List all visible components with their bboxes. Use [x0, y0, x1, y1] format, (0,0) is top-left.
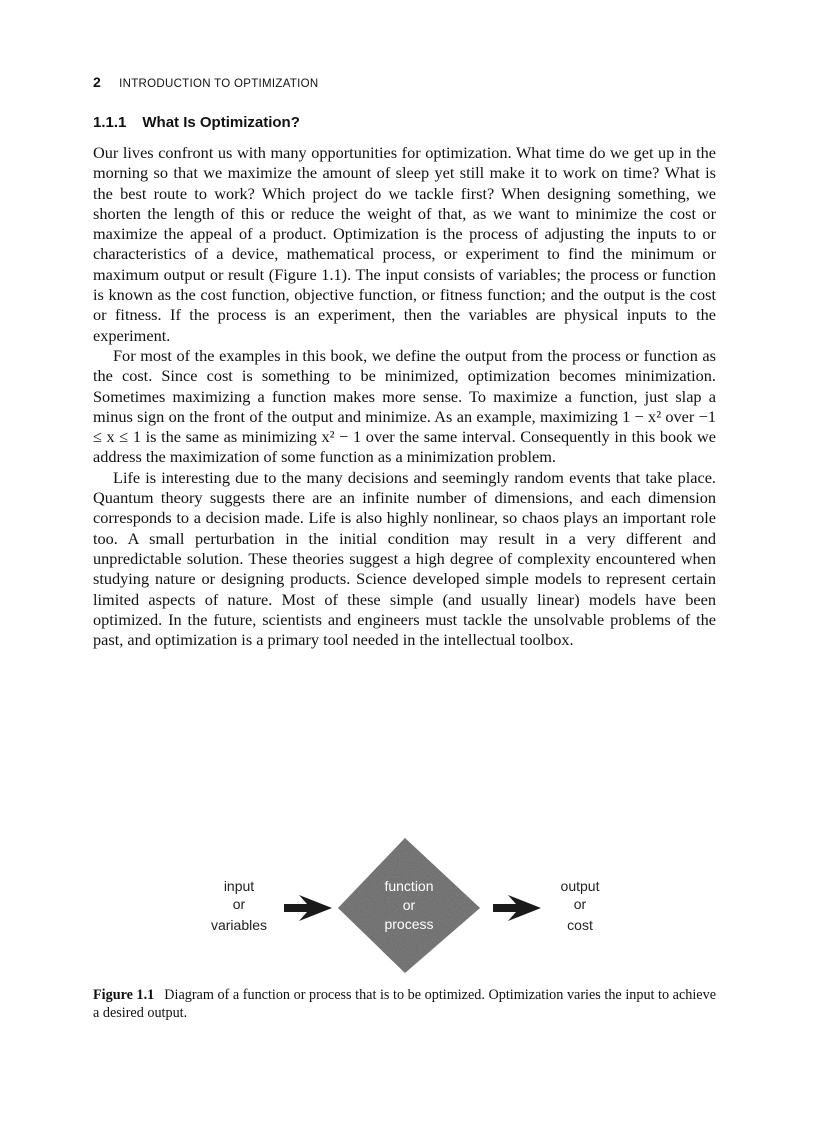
output-arrow [493, 895, 541, 921]
output-label [561, 878, 600, 933]
process-label-line-2: or [402, 897, 416, 913]
paragraph-3: Life is interesting due to the many decisions and seemingly random events that take place. Quantum theory suggests there are an infinite number of dimensions, and each dimension corresponds to a decision made. Life is also highly nonlinear, so chaos plays an important role too. A small perturbation in the initial condition may result in a very different and unpredictable solution. These theories suggest a high degree of complexity encountered when studying nature or designing products. Science developed simple models to represent certain limited aspects of nature. Most of these simple (and usually linear) models have been optimized. In the future, scientists and engineers must tackle the unsolvable problems of the past, and optimization is a primary tool needed in the intellectual toolbox. [93, 467, 716, 650]
running-title: INTRODUCTION TO OPTIMIZATION [119, 78, 319, 90]
input-arrow [284, 895, 332, 921]
running-header [93, 74, 319, 90]
section-title: What Is Optimization? [142, 114, 300, 131]
output-label-line-1: output [560, 878, 600, 894]
section-heading [93, 114, 300, 131]
figure-caption [93, 986, 716, 1022]
figure-diagram [195, 838, 615, 978]
body-text [93, 143, 716, 650]
figure-number: Figure 1.1 [93, 987, 155, 1003]
paragraph-2: For most of the examples in this book, we define the output from the process or function as the cost. Since cost is something to be minimized, optimization becomes minimization. Sometimes maximizing a function makes more sense. To maximize a function, just slap a minus sign on the front of the output and minimize. As an example, maximizing 1 − x² over −1 ≤ x ≤ 1 is the same as minimizing x² − 1 over the same interval. Consequently in this book we address the maximization of some function as a minimization problem. [93, 345, 716, 467]
input-label [211, 878, 267, 933]
process-label-line-1: function [384, 878, 434, 894]
paragraph-1: Our lives confront us with many opportunities for optimization. What time do we get up in the morning so that we maximize the amount of sleep yet still make it to work on time? What is the best route to work? Which project do we tackle first? When designing something, we shorten the length of this or reduce the weight of that, as we want to minimize the cost or maximize the appeal of a product. Optimization is the process of adjusting the inputs to or characteristics of a device, mathematical process, or experiment to find the minimum or maximum output or result (Figure 1.1). The input consists of variables; the process or function is known as the cost function, objective function, or fitness function; and the output is the cost or fitness. If the process is an experiment, then the variables are physical inputs to the experiment. [93, 143, 716, 345]
section-number: 1.1.1 [93, 114, 127, 131]
output-label-line-2: or [573, 896, 587, 912]
input-label-line-1: input [223, 878, 255, 894]
output-label-line-3: cost [567, 917, 593, 933]
input-label-line-3: variables [210, 917, 268, 933]
input-label-line-2: or [232, 896, 246, 912]
process-label-line-3: process [384, 916, 434, 932]
diagram-svg [195, 838, 615, 978]
caption-text: Diagram of a function or process that is to be optimized. Optimization varies the input to achieve a desired output. [93, 987, 716, 1021]
page-number: 2 [93, 74, 102, 90]
